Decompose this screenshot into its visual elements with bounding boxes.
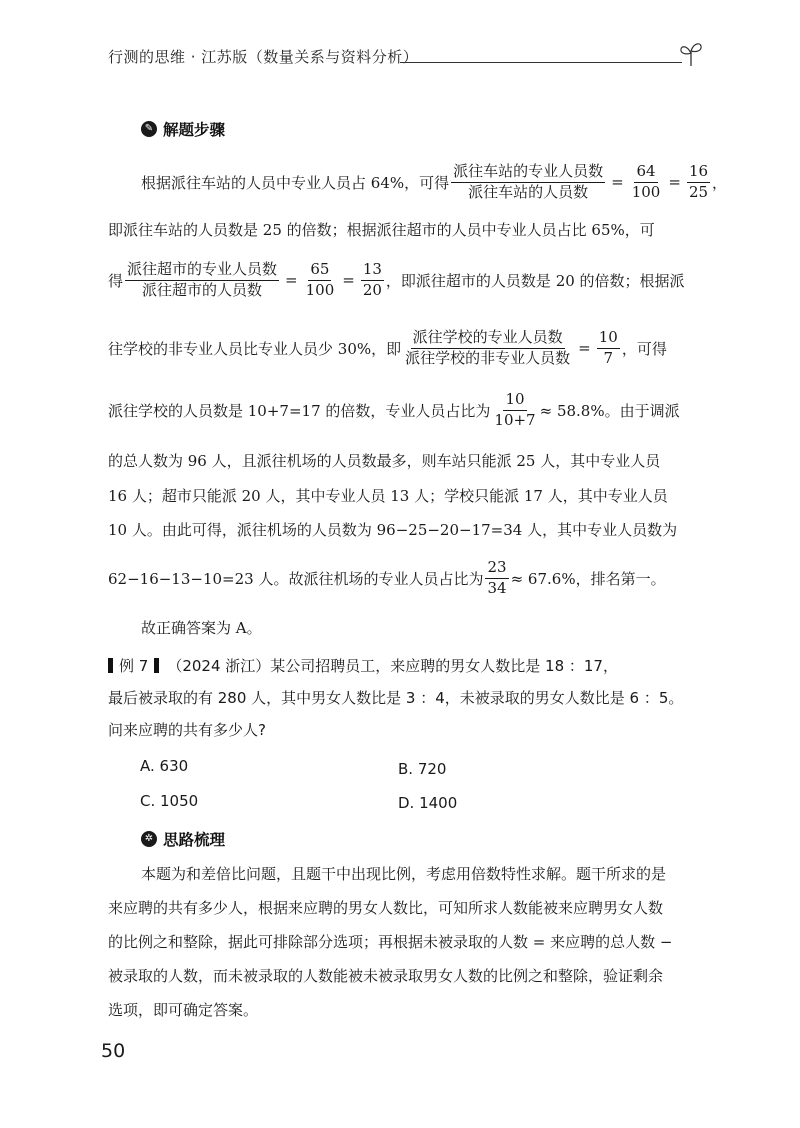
step-line-7 bbox=[108, 484, 668, 506]
approach-line-5 bbox=[108, 998, 258, 1020]
fraction bbox=[630, 163, 663, 201]
equals-sign: = bbox=[285, 271, 298, 289]
fraction bbox=[687, 163, 710, 201]
numerator: 派往车站的专业人员数 bbox=[451, 163, 605, 182]
numerator: 10 bbox=[503, 391, 526, 410]
step-line-2 bbox=[108, 218, 655, 240]
solution-steps-heading bbox=[141, 118, 225, 140]
option-d: D. 1400 bbox=[398, 794, 458, 812]
approach-heading bbox=[141, 828, 225, 850]
step-line-3 bbox=[108, 258, 685, 302]
text-span: 往学校的非专业人员比专业人员少 30%，即 bbox=[108, 339, 402, 358]
answer-line bbox=[141, 616, 262, 638]
numerator: 23 bbox=[485, 559, 508, 578]
text-span: 来应聘的共有多少人，根据来应聘的男女人数比，可知所求人数能被来应聘男女人数 bbox=[108, 898, 664, 917]
example-question-line-1 bbox=[108, 654, 618, 676]
approach-line-3 bbox=[108, 930, 672, 952]
text-span: 10 人。由此可得，派往机场的人员数为 96−25−20−17=34 人，其中专业人员数为 bbox=[108, 520, 678, 539]
fraction bbox=[125, 261, 279, 299]
denominator: 10+7 bbox=[494, 410, 536, 429]
denominator: 派往超市的人员数 bbox=[142, 280, 263, 299]
step-line-4 bbox=[108, 326, 667, 370]
sprout-icon bbox=[678, 38, 704, 68]
example-question-line-2 bbox=[108, 686, 683, 708]
text-span: 派往学校的人员数是 10+7=17 的倍数，专业人员占比为 bbox=[108, 401, 491, 420]
text-span: ≈ 58.8%。由于调派 bbox=[539, 401, 680, 420]
fraction bbox=[485, 559, 508, 597]
text-span: ，即派往超市的人员数是 20 的倍数；根据派 bbox=[385, 271, 685, 290]
step-line-9 bbox=[108, 556, 666, 600]
example-bar-left bbox=[108, 658, 113, 673]
gear-icon: ✲ bbox=[141, 831, 157, 847]
equals-sign: = bbox=[668, 173, 681, 191]
text-span: ≈ 67.6%，排名第一。 bbox=[510, 569, 666, 588]
step-line-1 bbox=[141, 160, 727, 204]
page-number: 50 bbox=[101, 1040, 126, 1062]
fraction bbox=[304, 261, 337, 299]
option-c: C. 1050 bbox=[140, 792, 199, 810]
text-span: 的总人数为 96 人，且派往机场的人员数最多，则车站只能派 25 人，其中专业人员 bbox=[108, 451, 661, 470]
fraction bbox=[597, 329, 620, 367]
denominator: 100 bbox=[631, 182, 661, 201]
solution-steps-title: 解题步骤 bbox=[163, 121, 226, 139]
text-span: ， bbox=[712, 173, 728, 192]
text-span: 16 人；超市只能派 20 人，其中专业人员 13 人；学校只能派 17 人，其中专业人员 bbox=[108, 486, 668, 505]
fraction bbox=[361, 261, 384, 299]
text-span: 即派往车站的人员数是 25 的倍数；根据派往超市的人员中专业人员占比 65%，可 bbox=[108, 220, 655, 239]
numerator: 派往学校的专业人员数 bbox=[411, 329, 565, 348]
approach-title: 思路梳理 bbox=[163, 831, 226, 849]
numerator: 16 bbox=[687, 163, 710, 182]
numerator: 65 bbox=[308, 261, 331, 280]
text-span: 本题为和差倍比问题，且题干中出现比例，考虑用倍数特性求解。题干所求的是 bbox=[141, 864, 667, 883]
denominator: 20 bbox=[362, 280, 382, 299]
numerator: 13 bbox=[361, 261, 384, 280]
text-span: 被录取的人数，而未被录取的人数能被未被录取男女人数的比例之和整除，验证剩余 bbox=[108, 966, 664, 985]
header-rule bbox=[400, 62, 682, 63]
equals-sign: = bbox=[611, 173, 624, 191]
question-text: （2024 浙江）某公司招聘员工，来应聘的男女人数比是 18 ：17， bbox=[167, 656, 618, 675]
denominator: 派往车站的人员数 bbox=[468, 182, 589, 201]
approach-line-4 bbox=[108, 964, 663, 986]
fraction bbox=[403, 329, 572, 367]
text-span: 根据派往车站的人员中专业人员占 64%，可得 bbox=[141, 173, 450, 192]
text-span: 的比例之和整除，据此可排除部分选项；再根据未被录取的人数 = 来应聘的总人数 − bbox=[108, 932, 673, 951]
question-text: 问来应聘的共有多少人? bbox=[108, 720, 266, 739]
equals-sign: = bbox=[578, 339, 591, 357]
option-a: A. 630 bbox=[140, 757, 189, 775]
denominator: 派往学校的非专业人员数 bbox=[405, 348, 571, 367]
step-line-6 bbox=[108, 449, 660, 471]
denominator: 100 bbox=[305, 280, 335, 299]
option-b: B. 720 bbox=[398, 760, 447, 778]
example-bar-right bbox=[154, 658, 159, 673]
numerator: 派往超市的专业人员数 bbox=[125, 261, 279, 280]
step-line-8 bbox=[108, 518, 677, 540]
approach-line-2 bbox=[108, 896, 663, 918]
text-span: 62−16−13−10=23 人。故派往机场的专业人员占比为 bbox=[108, 569, 484, 588]
fraction bbox=[451, 163, 605, 201]
answer-text: 故正确答案为 A。 bbox=[141, 618, 262, 637]
running-head: 行测的思维 · 江苏版（数量关系与资料分析） bbox=[108, 48, 419, 66]
equals-sign: = bbox=[342, 271, 355, 289]
text-span: 选项，即可确定答案。 bbox=[108, 1000, 259, 1019]
fraction bbox=[492, 391, 537, 429]
denominator: 7 bbox=[603, 348, 614, 367]
text-span: ，可得 bbox=[621, 339, 667, 358]
denominator: 34 bbox=[487, 578, 507, 597]
example-label: 例 7 bbox=[119, 656, 149, 675]
step-line-5 bbox=[108, 388, 680, 432]
example-question-line-3 bbox=[108, 718, 266, 740]
pencil-icon: ✎ bbox=[141, 121, 157, 137]
question-text: 最后被录取的有 280 人，其中男女人数比是 3 ：4，未被录取的男女人数比是 6 ：5。 bbox=[108, 688, 684, 707]
denominator: 25 bbox=[688, 182, 709, 201]
approach-line-1 bbox=[141, 862, 666, 884]
numerator: 10 bbox=[597, 329, 620, 348]
numerator: 64 bbox=[634, 163, 657, 182]
text-span: 得 bbox=[108, 271, 124, 290]
